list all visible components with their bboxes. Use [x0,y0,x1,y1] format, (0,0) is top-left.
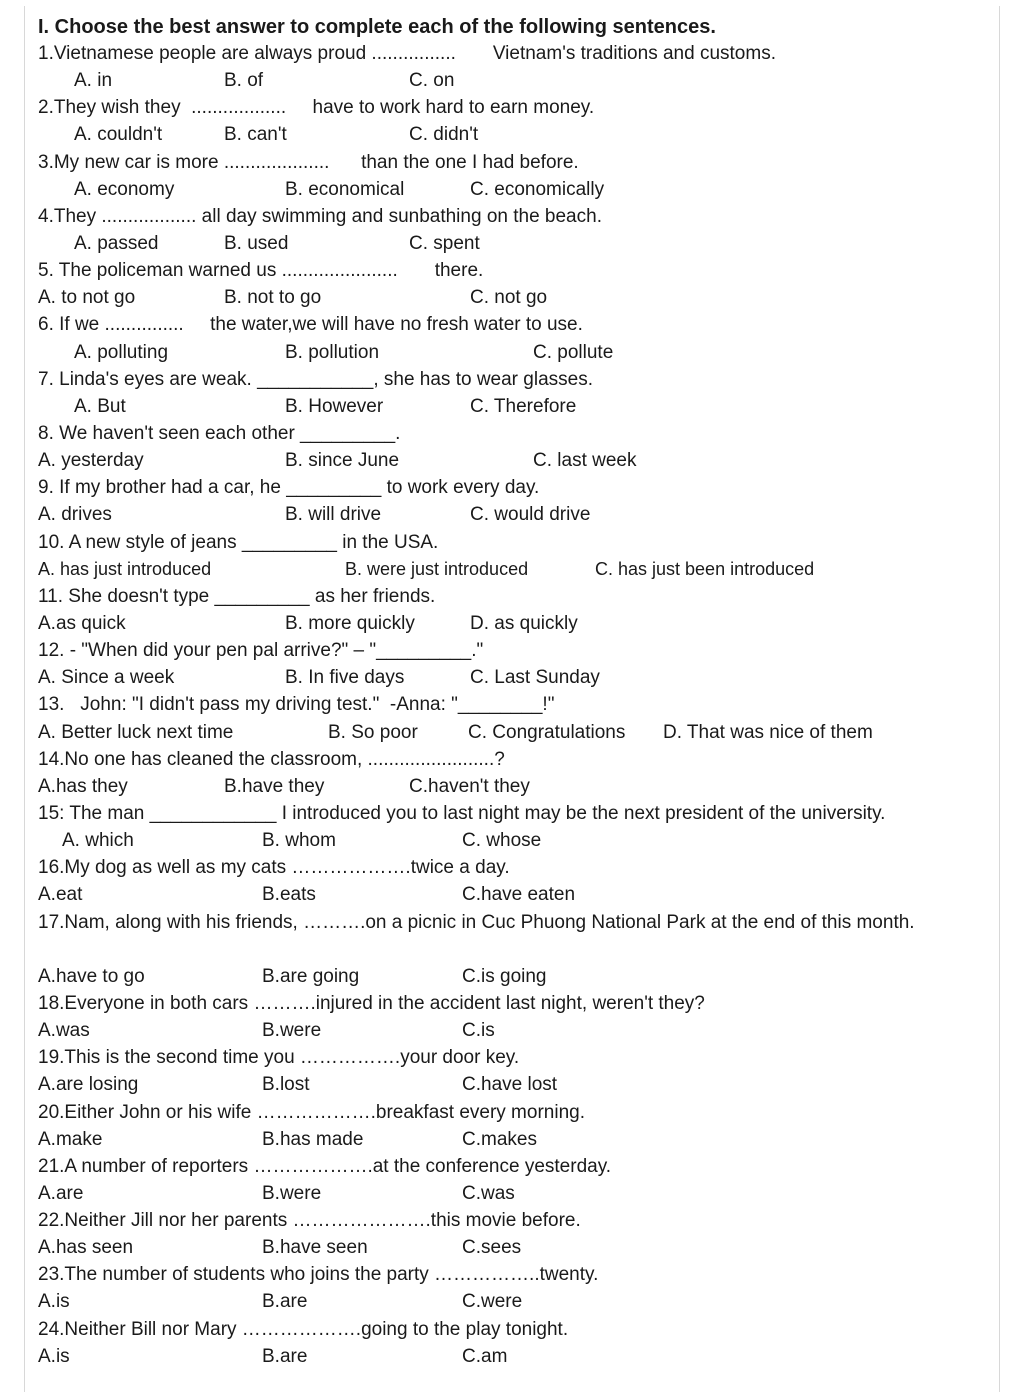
options-11 [38,610,998,637]
question-10: 10. A new style of jeans _________ in the USA. [38,531,439,553]
question-7: 7. Linda's eyes are weak. ___________, she has to wear glasses. [38,368,593,390]
option: B.were [262,1182,322,1204]
option: B.are [262,1291,308,1313]
question-19: 19.This is the second time you …………….your door key. [38,1047,520,1069]
option: B. However [285,395,384,417]
question-22: 22.Neither Jill nor her parents ………………….this movie before. [38,1210,581,1232]
option: C.is going [462,965,547,987]
exercise-sheet [38,14,998,1370]
option: B. whom [262,830,336,852]
option: C. Congratulations [468,721,626,743]
option: C. didn't [409,124,479,146]
option: B. more quickly [285,612,415,634]
option: A. polluting [74,341,169,363]
option: A. to not go [38,287,136,309]
option: C. last week [533,450,637,472]
question-16: 16.My dog as well as my cats ……………….twice a day. [38,857,510,879]
option: C. economically [470,178,605,200]
option: C. Last Sunday [470,667,600,689]
option: A.as quick [38,612,126,634]
option: B.are [262,1345,308,1367]
option: A. has just introduced [38,558,212,579]
question-6: 6. If we ............... the water,we will have no fresh water to use. [38,314,583,336]
option: C. pollute [533,341,614,363]
options-19 [38,1071,998,1098]
option: C.have eaten [462,884,576,906]
question-20: 20.Either John or his wife ……………….breakfast every morning. [38,1101,585,1123]
option: C.was [462,1182,515,1204]
option: B. of [224,70,264,92]
options-1 [38,67,998,94]
question-4: 4.They .................. all day swimming and sunbathing on the beach. [38,205,602,227]
question-5: 5. The policeman warned us ...................... there. [38,260,484,282]
question-8: 8. We haven't seen each other _________. [38,422,401,444]
option: A.are [38,1182,84,1204]
option: B. used [224,232,289,254]
option: B.have seen [262,1237,368,1259]
option: A. Since a week [38,667,175,689]
options-4 [38,230,998,257]
options-12 [38,664,998,691]
question-21: 21.A number of reporters ……………….at the conference yesterday. [38,1155,612,1177]
options-7 [38,393,998,420]
options-3 [38,176,998,203]
option: A. which [62,830,134,852]
option: B.lost [262,1074,310,1096]
question-18: 18.Everyone in both cars ……….injured in the accident last night, weren't they? [38,992,705,1014]
option: C.sees [462,1237,522,1259]
option: B. In five days [285,667,405,689]
options-6 [38,339,998,366]
option: C. spent [409,232,480,254]
option: B. So poor [328,721,418,743]
option: A.make [38,1128,103,1150]
option: A. yesterday [38,450,144,472]
option: C. Therefore [470,395,577,417]
options-13 [38,719,998,746]
question-13: 13. John: "I didn't pass my driving test." -Anna: "________!" [38,694,555,716]
option: A. economy [74,178,175,200]
option: B. will drive [285,504,382,526]
option: A.has seen [38,1237,134,1259]
question-11: 11. She doesn't type _________ as her friends. [38,585,436,607]
option: B. can't [224,124,287,146]
options-16 [38,881,998,908]
option: A.eat [38,884,83,906]
question-3: 3.My new car is more .................... than the one I had before. [38,151,579,173]
option: A. passed [74,232,159,254]
option: A. couldn't [74,124,163,146]
option: B. not to go [224,287,322,309]
option: A.was [38,1020,90,1042]
option: B. pollution [285,341,380,363]
question-24: 24.Neither Bill nor Mary ……………….going to the play tonight. [38,1318,569,1340]
options-18 [38,1017,998,1044]
option: A.is [38,1291,70,1313]
options-2 [38,121,998,148]
options-15 [38,827,998,854]
question-2: 2.They wish they .................. have to work hard to earn money. [38,97,595,119]
option: B.has made [262,1128,364,1150]
option: C. not go [470,287,548,309]
option: C.haven't they [409,775,530,797]
options-21 [38,1180,998,1207]
option: A. drives [38,504,112,526]
options-17 [38,963,998,990]
option: C. has just been introduced [595,558,815,579]
option: D. That was nice of them [663,721,873,743]
options-8 [38,447,998,474]
options-23 [38,1288,998,1315]
option: C. would drive [470,504,591,526]
question-15: 15: The man ____________ I introduced you to last night may be the next president of the university. [38,802,886,824]
options-24 [38,1343,998,1370]
options-14 [38,773,998,800]
options-20 [38,1126,998,1153]
question-14: 14.No one has cleaned the classroom, ........................? [38,748,505,770]
question-1: 1.Vietnamese people are always proud ................ Vietnam's traditions and customs. [38,43,776,64]
option: A.is [38,1345,70,1367]
option: B.were [262,1020,322,1042]
option: C.is [462,1020,495,1042]
option: C. whose [462,830,542,852]
option: A. in [74,70,113,92]
option: A. But [74,395,126,417]
question-17: 17.Nam, along with his friends, ……….on a picnic in Cuc Phuong National Park at the end of this month. [38,911,915,933]
exercise-title: I. Choose the best answer to complete each of the following sentences. [38,16,716,38]
option: C.have lost [462,1074,558,1096]
options-9 [38,501,998,528]
option: B. economical [285,178,405,200]
option: C.makes [462,1128,537,1150]
option: C.were [462,1291,523,1313]
question-23: 23.The number of students who joins the party ……………..twenty. [38,1264,599,1286]
options-5 [38,284,998,311]
option: B.are going [262,965,360,987]
options-22 [38,1234,998,1261]
option: B. since June [285,450,400,472]
option: A. Better luck next time [38,721,234,743]
option: A.are losing [38,1074,139,1096]
option: B.have they [224,775,325,797]
option: B.eats [262,884,316,906]
question-9: 9. If my brother had a car, he _________ to work every day. [38,477,540,499]
option: A.has they [38,775,128,797]
option: B. were just introduced [345,558,529,579]
option: C. on [409,70,455,92]
option: C.am [462,1345,508,1367]
question-12: 12. - "When did your pen pal arrive?" – "_________." [38,640,484,662]
option: D. as quickly [470,612,578,634]
option: A.have to go [38,965,145,987]
options-10 [38,556,998,583]
